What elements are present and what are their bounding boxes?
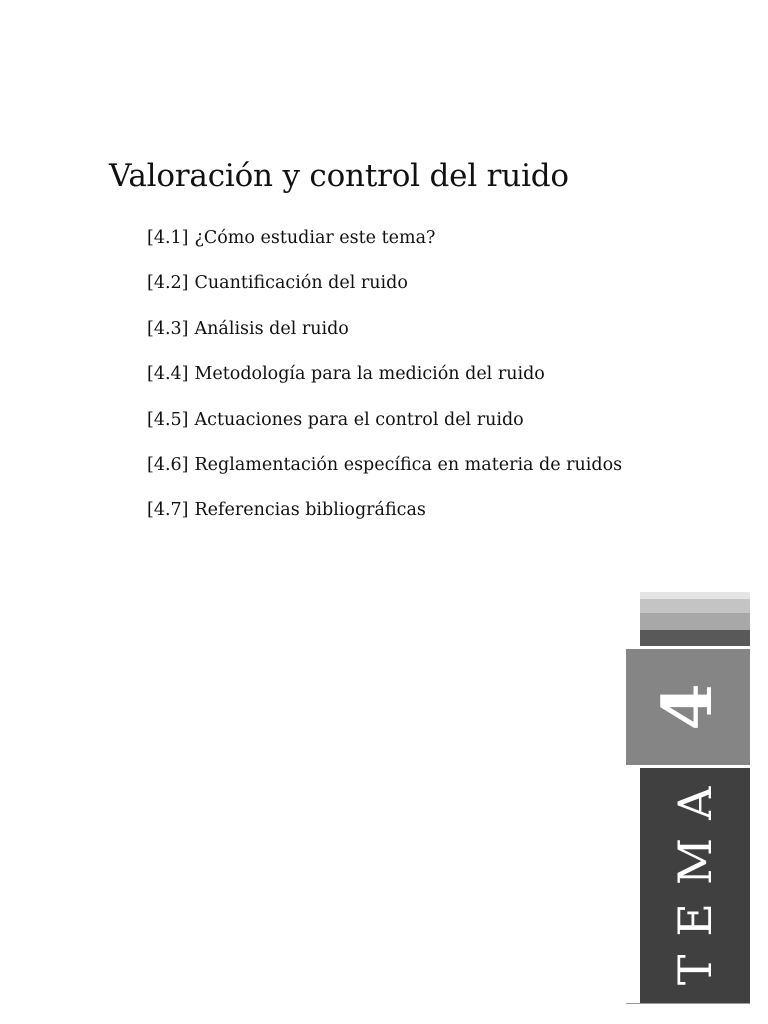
- tab-stripe-gray: [640, 613, 750, 630]
- table-of-contents: [147, 226, 622, 544]
- toc-item-number: [4.7]: [147, 500, 189, 521]
- toc-item: [147, 453, 622, 498]
- chapter-label: TEMA: [668, 768, 722, 986]
- tab-stripe-mid: [640, 599, 750, 613]
- toc-item: [147, 362, 622, 407]
- toc-item-label: Actuaciones para el control del ruido: [194, 409, 524, 430]
- toc-item: [147, 226, 622, 271]
- toc-item: [147, 317, 622, 362]
- toc-item-number: [4.2]: [147, 273, 189, 294]
- toc-item: [147, 498, 622, 543]
- toc-item-number: [4.3]: [147, 318, 189, 339]
- toc-item-number: [4.6]: [147, 454, 189, 475]
- tab-stripe-dark: [640, 630, 750, 646]
- toc-item-number: [4.1]: [147, 228, 189, 248]
- toc-item: [147, 271, 622, 316]
- toc-item-label: Cuantificación del ruido: [194, 273, 408, 294]
- toc-item-label: ¿Cómo estudiar este tema?: [194, 228, 436, 248]
- toc-item-label: Reglamentación específica en materia de ruidos: [194, 454, 623, 475]
- toc-item: [147, 408, 622, 453]
- chapter-number: 4: [648, 683, 728, 731]
- chapter-label-box: [640, 768, 750, 1004]
- toc-item-label: Metodología para la medición del ruido: [194, 364, 545, 385]
- tab-stripe-light: [640, 592, 750, 599]
- page-title: Valoración y control del ruido: [109, 158, 569, 194]
- toc-item-number: [4.4]: [147, 364, 189, 385]
- toc-item-number: [4.5]: [147, 409, 189, 430]
- toc-item-label: Análisis del ruido: [194, 318, 349, 339]
- tab-baseline-divider: [626, 1003, 750, 1004]
- chapter-number-box: [626, 649, 750, 765]
- toc-item-label: Referencias bibliográficas: [194, 500, 426, 521]
